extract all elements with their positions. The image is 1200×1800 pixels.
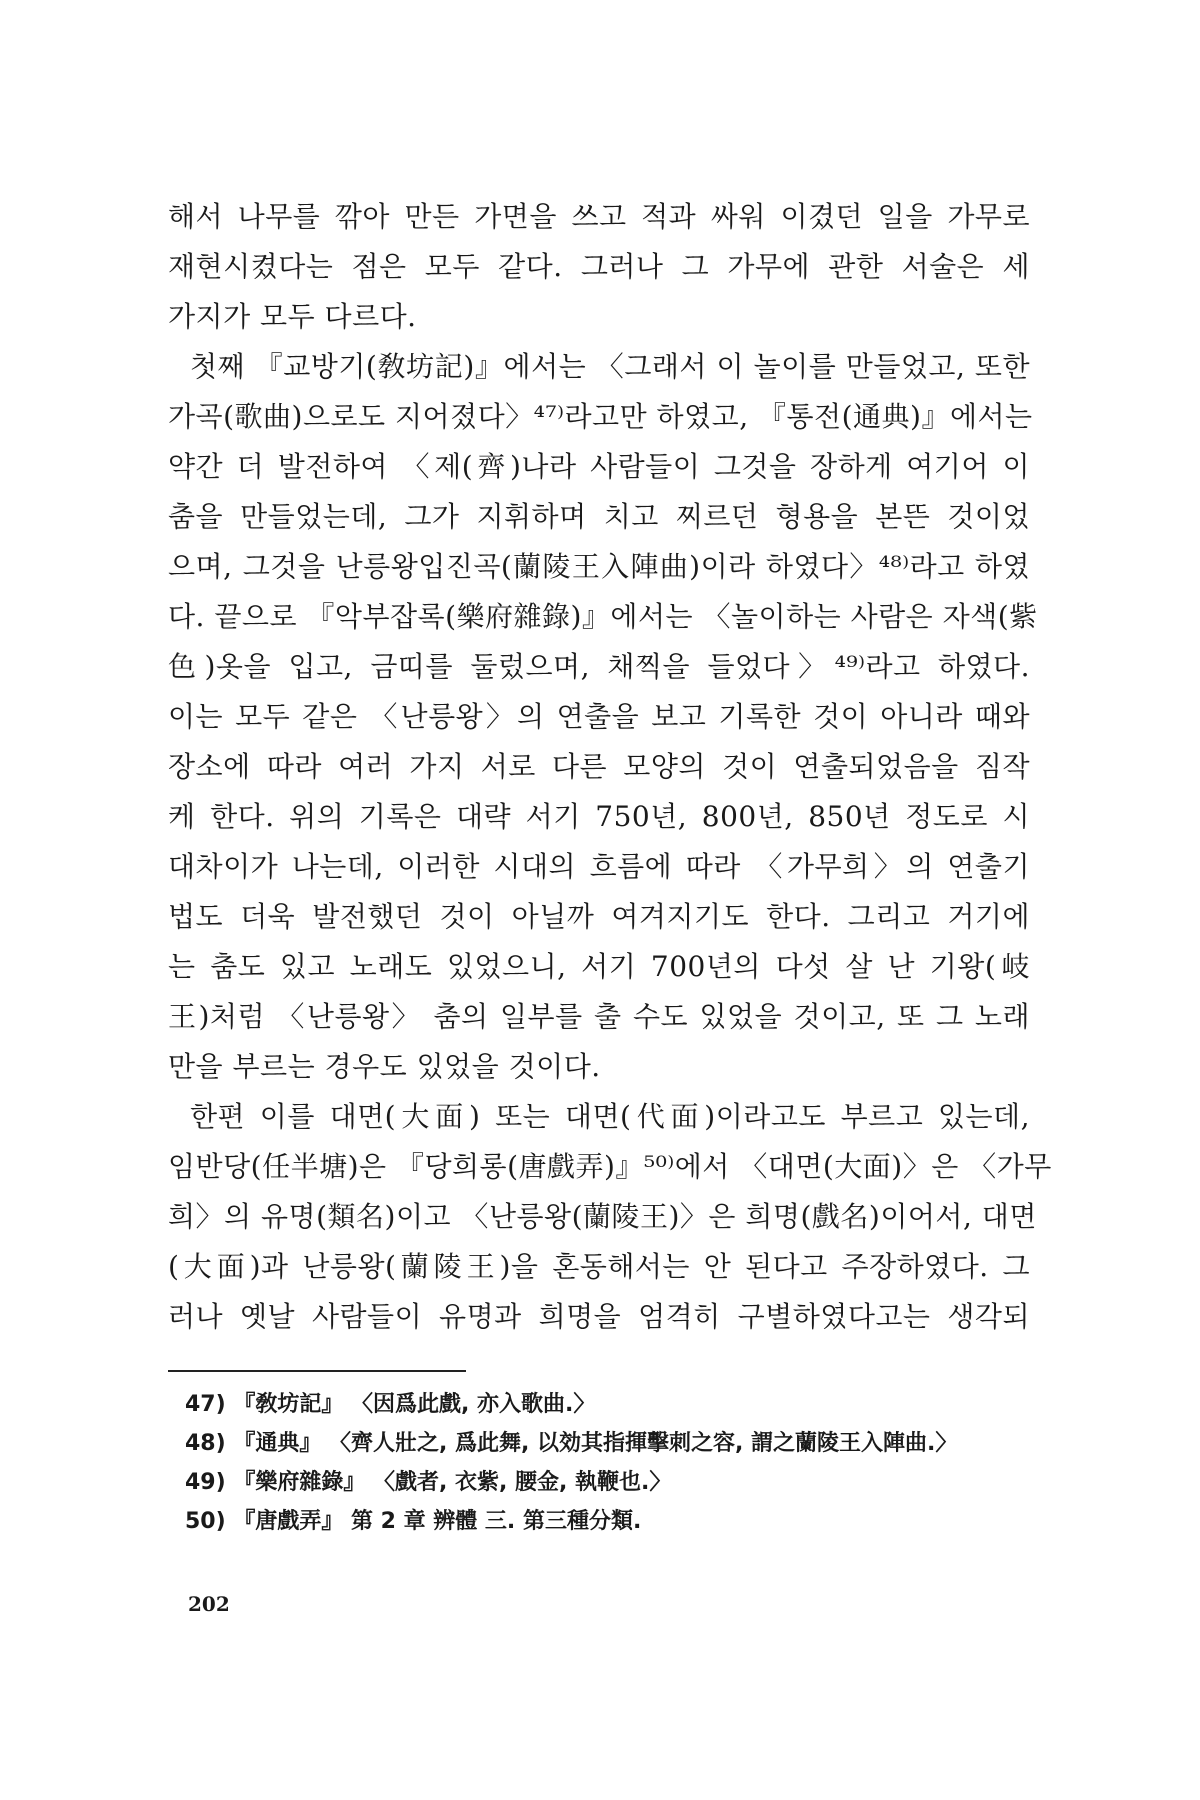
body-line: (大面)과 난릉왕(蘭陵王)을 혼동해서는 안 된다고 주장하였다. 그 xyxy=(168,1250,1030,1283)
body-line: 케 한다. 위의 기록은 대략 서기 750년, 800년, 850년 정도로 시 xyxy=(168,800,1030,833)
footnotes xyxy=(185,1385,1025,1541)
body-line: 임반당(任半塘)은 『당희롱(唐戲弄)』⁵⁰⁾에서 〈대면(大面)〉은 〈가무 xyxy=(168,1150,1052,1183)
body-line: 한편 이를 대면(大面) 또는 대면(代面)이라고도 부르고 있는데, xyxy=(190,1100,1030,1133)
body-line: 장소에 따라 여러 가지 서로 다른 모양의 것이 연출되었음을 짐작 xyxy=(168,750,1030,783)
body-line: 법도 더욱 발전했던 것이 아닐까 여겨지기도 한다. 그리고 거기에 xyxy=(168,900,1030,933)
body-line: 첫째 『교방기(敎坊記)』에서는 〈그래서 이 놀이를 만들었고, 또한 xyxy=(190,350,1030,383)
body-line: 가곡(歌曲)으로도 지어졌다〉⁴⁷⁾라고만 하였고, 『통전(通典)』에서는 xyxy=(168,400,1033,433)
footnote: 48) 『通典』 〈齊人壯之, 爲此舞, 以効其指揮擊刺之容, 謂之蘭陵王入陣曲.〉 xyxy=(185,1431,958,1456)
body-text xyxy=(168,192,1052,1342)
page-number: 202 xyxy=(188,1592,230,1616)
body-line: 가지가 모두 다르다. xyxy=(168,300,417,333)
body-line: 만을 부르는 경우도 있었을 것이다. xyxy=(168,1050,601,1083)
footnote-divider xyxy=(168,1370,466,1372)
body-line: 는 춤도 있고 노래도 있었으니, 서기 700년의 다섯 살 난 기왕(岐 xyxy=(168,950,1030,983)
body-line: 해서 나무를 깎아 만든 가면을 쓰고 적과 싸워 이겼던 일을 가무로 xyxy=(168,200,1030,233)
body-line: 王)처럼 〈난릉왕〉 춤의 일부를 출 수도 있었을 것이고, 또 그 노래 xyxy=(168,1000,1030,1033)
body-line: 희〉의 유명(類名)이고 〈난릉왕(蘭陵王)〉은 희명(戲名)이어서, 대면 xyxy=(168,1200,1037,1233)
footnote: 50) 『唐戲弄』 第 2 章 辨體 三. 第三種分類. xyxy=(185,1509,642,1534)
footnote: 47) 『敎坊記』 〈因爲此戲, 亦入歌曲.〉 xyxy=(185,1392,596,1417)
body-line: 러나 옛날 사람들이 유명과 희명을 엄격히 구별하였다고는 생각되 xyxy=(168,1300,1030,1333)
body-line: 이는 모두 같은 〈난릉왕〉의 연출을 보고 기록한 것이 아니라 때와 xyxy=(168,700,1030,733)
body-line: 대차이가 나는데, 이러한 시대의 흐름에 따라 〈가무희〉의 연출기 xyxy=(168,850,1030,883)
body-line: 다. 끝으로 『악부잡록(樂府雜錄)』에서는 〈놀이하는 사람은 자색(紫 xyxy=(168,600,1038,633)
footnote: 49) 『樂府雜錄』 〈戲者, 衣紫, 腰金, 執鞭也.〉 xyxy=(185,1470,672,1495)
body-line: 色)옷을 입고, 금띠를 둘렀으며, 채찍을 들었다〉⁴⁹⁾라고 하였다. xyxy=(168,650,1030,683)
body-line: 으며, 그것을 난릉왕입진곡(蘭陵王入陣曲)이라 하였다〉⁴⁸⁾라고 하였 xyxy=(168,550,1030,583)
body-line: 재현시켰다는 점은 모두 같다. 그러나 그 가무에 관한 서술은 세 xyxy=(168,250,1030,283)
body-line: 약간 더 발전하여 〈제(齊)나라 사람들이 그것을 장하게 여기어 이 xyxy=(168,450,1030,483)
body-line: 춤을 만들었는데, 그가 지휘하며 치고 찌르던 형용을 본뜬 것이었 xyxy=(168,500,1030,533)
